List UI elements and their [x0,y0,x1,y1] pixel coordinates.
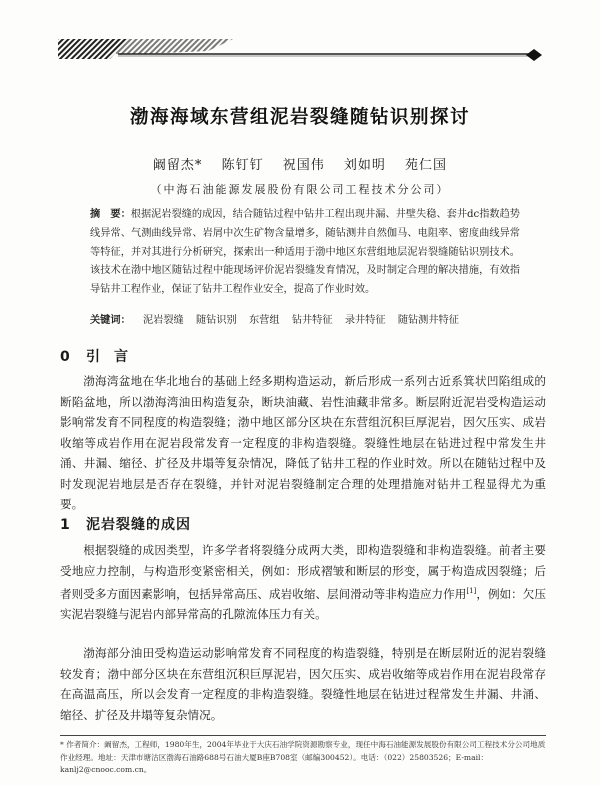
keyword: 东营组 [249,315,280,326]
author-name: 苑仁国 [405,158,448,173]
abstract [90,206,520,300]
citation-ref[interactable]: [1] [466,587,477,595]
keyword: 随钻识别 [196,315,237,326]
abstract-label: 摘 要： [90,209,131,220]
section-1-body-a [60,540,546,625]
keyword: 随钻测井特征 [397,315,459,326]
keyword: 录井特征 [344,315,386,326]
section-title: 引言 [86,349,142,365]
author-list [0,154,600,173]
author-name: 祝国伟 [282,158,325,173]
paragraph-text: ，例如：欠压实泥岩裂缝与泥岩内部异常高的孔隙流体压力有关。 [60,586,546,622]
keyword: 钻井特征 [291,315,333,326]
author-name: 阚留杰* [152,158,203,173]
paragraph-text: 根据裂缝的成因类型，许多学者将裂缝分成两大类，即构造裂缝和非构造裂缝。前者主要受地应力控制，与构造形变紧密相关，例如：形成褶皱和断层的形变，属于构造成因裂缝；后者则受多方面因素影响，包括异常高压、成岩收缩、层间滑动等非构造应力作用 [60,543,546,601]
paper-title: 渤海海域东营组泥岩裂缝随钻识别探讨 [129,107,470,128]
section-1-body-b [60,643,546,725]
section-heading-1 [60,514,191,534]
footnote-divider [60,735,546,736]
decorative-header-band [58,37,546,61]
section-number: 1 [60,517,71,533]
intro-body [60,371,546,515]
author-affiliation: （中海石油能源发展股份有限公司工程技术分公司） [150,183,450,196]
keyword: 泥岩裂缝 [143,315,184,326]
author-name: 刘如明 [343,158,386,173]
paragraph: 渤海部分油田受构造运动影响常发育不同程度的构造裂缝，特别是在断层附近的泥岩裂缝较发育；渤中部分区块在东营组沉积巨厚泥岩，因欠压实、成岩收缩等成岩作用在泥岩段常存在高温高压，所以会发育一定程度的非构造裂缝。裂缝性地层在钻进过程常发生井漏、井涌、缩径、扩径及井塌等复杂情况。 [60,646,546,722]
author-name: 陈钉钉 [221,158,264,173]
keywords-label: 关键词： [90,315,131,326]
section-title: 泥岩裂缝的成因 [86,517,191,533]
author-footnote: * 作者简介：阚留杰，工程师，1980年生，2004年毕业于大庆石油学院资源勘察专业，现任中海石油能源发展股份有限公司工程技术分公司地质作业经理。地址：天津市塘沽区渤海石油路688号石油大厦B座B708室（邮编300452）。电话：（022）25803526；E-mail：kanlj2@cnooc.com.cn。 [60,740,546,774]
abstract-text: 根据泥岩裂缝的成因，结合随钻过程中钻井工程出现井漏、井壁失稳、套井dc指数趋势线异常、气测曲线异常、岩屑中次生矿物含量增多，随钻测井自然伽马、电阻率、密度曲线异常等特征，并对其进行分析研究，探索出一种适用于渤中地区东营组地层泥岩裂缝随钻识别技术。该技术在渤中地区随钻过程中能现场评价泥岩裂缝发育情况，及时制定合理的解决措施，有效指导钻井工程作业，保证了钻井工程作业安全，提高了作业时效。 [90,209,520,296]
paragraph: 渤海湾盆地在华北地台的基础上经多期构造运动，新后形成一系列古近系箕状凹陷组成的断陷盆地，所以渤海湾油田构造复杂，断块油藏、岩性油藏非常多。断层附近泥岩受构造运动影响常发育不同程度的构造裂缝；渤中地区部分区块在东营组沉积巨厚泥岩，因欠压实、成岩收缩等成岩作用在泥岩段常发育一定程度的非构造裂缝。裂缝性地层在钻进过程中常发生井涌、井漏、缩径、扩径及井塌等复杂情况，降低了钻井工程的作业时效。所以在随钻过程中及时发现泥岩地层是否存在裂缝，并针对泥岩裂缝制定合理的处理措施对钻井工程显得尤为重要。 [60,374,546,511]
paragraph [60,540,546,625]
section-number: 0 [60,349,71,365]
section-heading-intro [60,346,142,366]
keywords [90,312,520,330]
